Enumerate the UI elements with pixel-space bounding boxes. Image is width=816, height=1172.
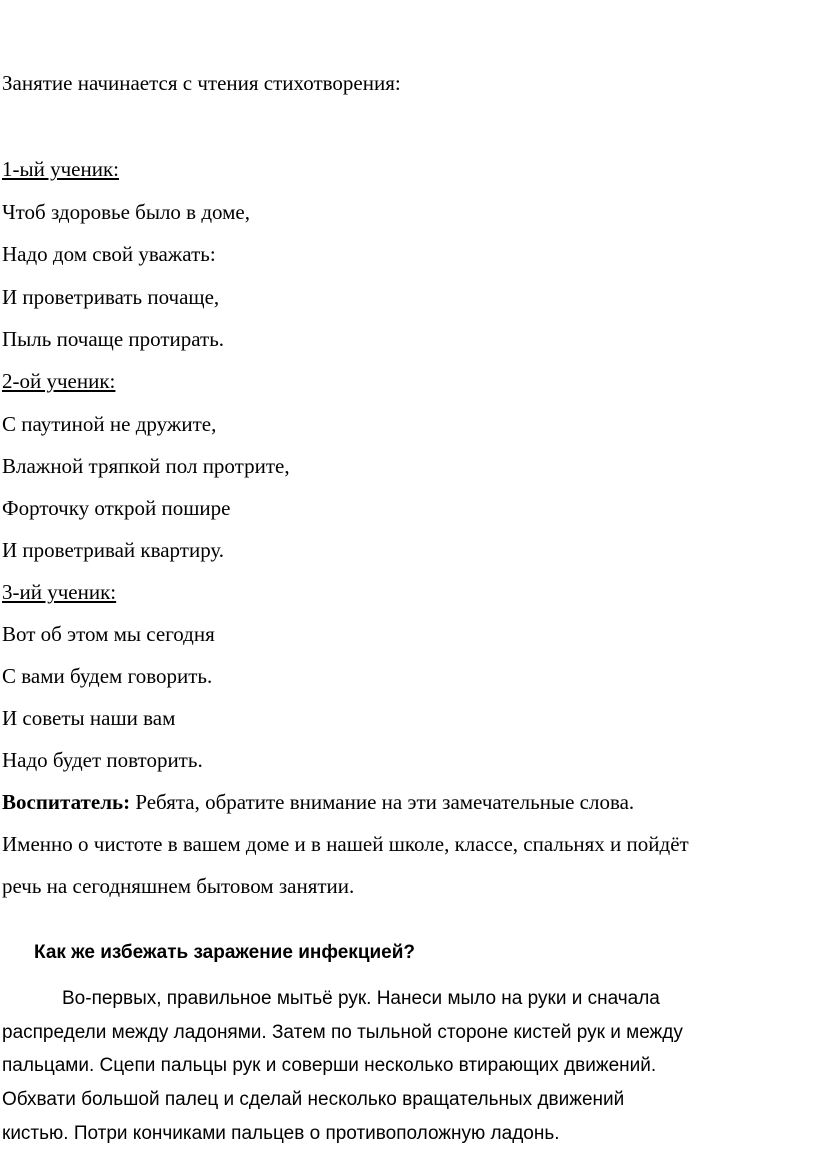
poem-line: Влажной тряпкой пол протрите, [2,454,290,478]
instruction-line: пальцами. Сцепи пальцы рук и соверши несколько втирающих движений. [2,1055,657,1076]
poem-line: С вами будем говорить. [2,664,213,688]
poem-line: Форточку открой пошире [2,496,231,520]
section-heading: Как же избежать заражение инфекцией? [34,942,416,963]
instruction-line: кистью. Потри кончиками пальцев о противоположную ладонь. [2,1123,560,1144]
poem-line: И проветривать почаще, [2,285,220,309]
student-2-label: 2-ой ученик: [2,369,116,393]
teacher-line-3: речь на сегодняшнем бытовом занятии. [2,874,355,898]
poem-line: Надо дом свой уважать: [2,242,216,266]
instruction-line: Во-первых, правильное мытьё рук. Нанеси мыло на руки и сначала [62,988,660,1009]
poem-line: Пыль почаще протирать. [2,327,225,351]
instruction-line: Обхвати большой палец и сделай несколько вращательных движений [2,1089,625,1110]
teacher-line-2: Именно о чистоте в вашем доме и в нашей школе, классе, спальнях и пойдёт [2,832,689,856]
poem-line: И проветривай квартиру. [2,538,225,562]
poem-line: И советы наши вам [2,706,176,730]
teacher-line-1 [2,790,634,814]
teacher-speaker: Воспитатель: [2,790,131,814]
instruction-line: распредели между ладонями. Затем по тыльной стороне кистей рук и между [2,1022,683,1043]
poem-line: Чтоб здоровье было в доме, [2,200,250,224]
student-1-label: 1-ый ученик: [2,157,119,181]
poem-line: Надо будет повторить. [2,748,203,772]
teacher-speech: Ребята, обратите внимание на эти замечательные слова. [130,790,635,814]
student-3-label: 3-ий ученик: [2,580,117,604]
poem-line: Вот об этом мы сегодня [2,622,215,646]
poem-line: С паутиной не дружите, [2,412,217,436]
intro-text: Занятие начинается с чтения стихотворения: [2,71,401,95]
